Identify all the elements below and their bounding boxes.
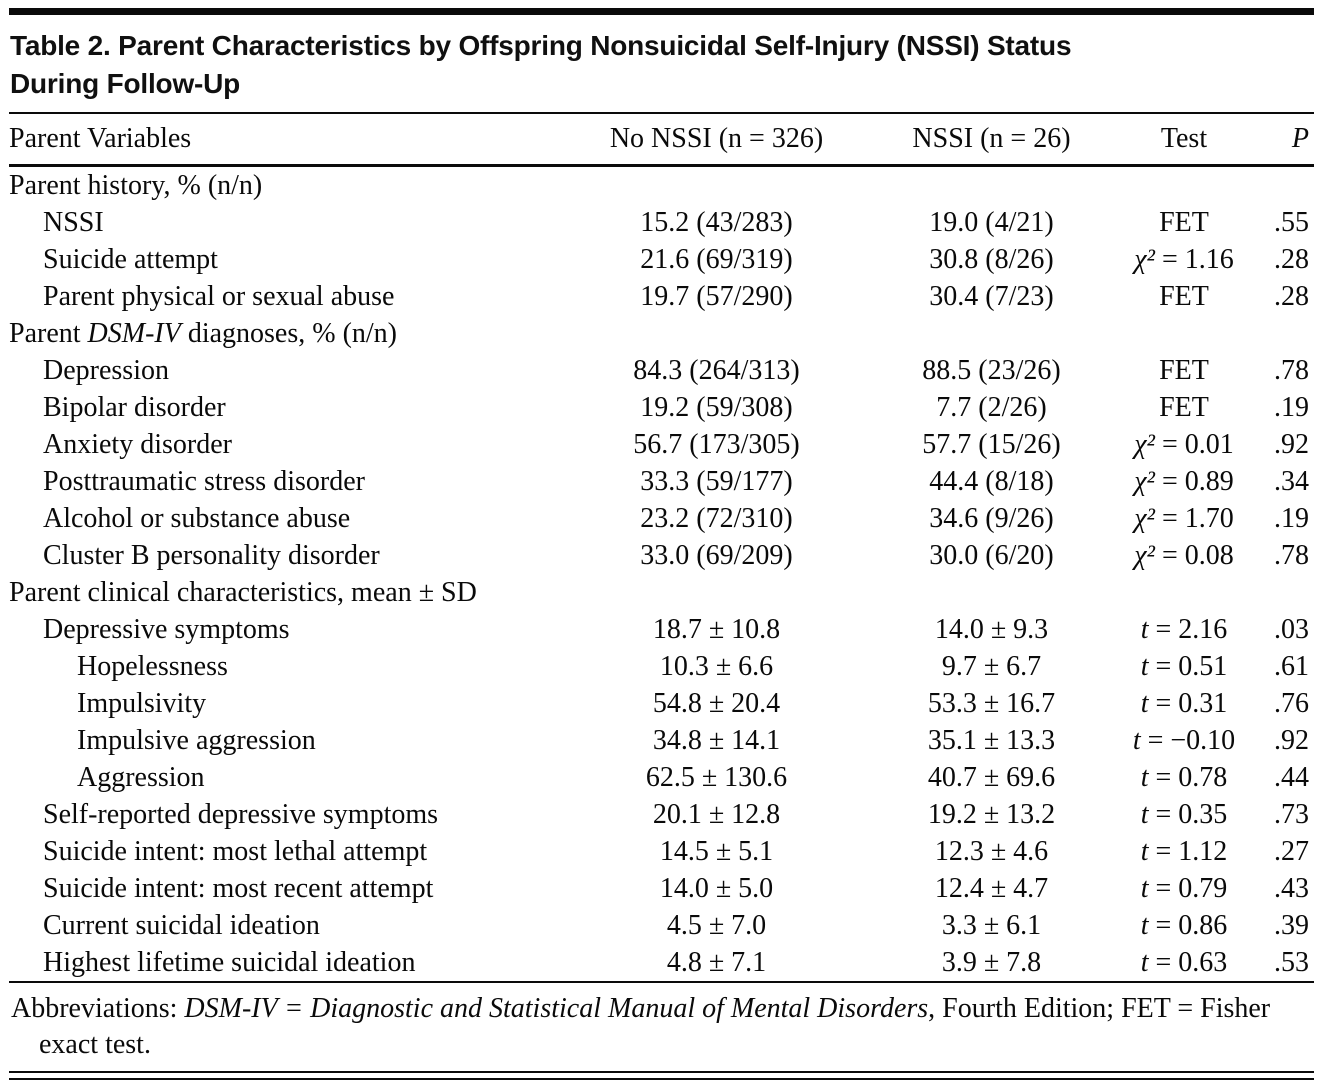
table-row [9, 426, 1314, 463]
test-statistic-symbol: t [1140, 650, 1149, 682]
nssi-value: 14.0 ± 9.3 [934, 613, 1049, 645]
nssi-value: 19.0 (4/21) [929, 206, 1054, 238]
empty-cell [869, 167, 1114, 204]
test-statistic-symbol: t [1140, 835, 1149, 867]
test-statistic-value: FET [1159, 354, 1209, 386]
test-statistic-symbol: t [1140, 798, 1149, 830]
test-statistic-value: FET [1159, 391, 1209, 423]
no-nssi-value: 62.5 ± 130.6 [645, 761, 788, 793]
column-header-nssi: NSSI (n = 26) [912, 123, 1071, 154]
p-value: .78 [1274, 354, 1309, 386]
table-body [9, 167, 1314, 981]
test-cell [1114, 204, 1254, 241]
p-value: .27 [1274, 835, 1309, 867]
table-header [9, 114, 1314, 164]
row-label: Suicide intent: most lethal attempt [43, 835, 428, 867]
p-value: .39 [1274, 909, 1309, 941]
nssi-value: 34.6 (9/26) [929, 502, 1054, 534]
test-cell [1114, 611, 1254, 648]
empty-cell [564, 167, 869, 204]
nssi-value: 30.4 (7/23) [929, 280, 1054, 312]
title-line-1: Table 2. Parent Characteristics by Offspring Nonsuicidal Self-Injury (NSSI) Status [10, 30, 1072, 61]
footnote-italic: DSM-IV = Diagnostic and Statistical Manual of Mental Disorders [184, 993, 929, 1024]
table-row [9, 537, 1314, 574]
test-statistic-symbol: χ² [1134, 502, 1155, 534]
test-statistic-value: = 2.16 [1148, 613, 1228, 645]
nssi-value: 30.8 (8/26) [929, 243, 1054, 275]
test-cell [1114, 537, 1254, 574]
nssi-value: 12.3 ± 4.6 [934, 835, 1049, 867]
row-label: Suicide intent: most recent attempt [43, 872, 434, 904]
nssi-value: 3.9 ± 7.8 [941, 946, 1042, 978]
column-header-test: Test [1160, 123, 1208, 154]
no-nssi-value: 84.3 (264/313) [633, 354, 800, 386]
table-row [9, 611, 1314, 648]
test-statistic-symbol: t [1132, 724, 1141, 756]
no-nssi-value: 14.0 ± 5.0 [659, 872, 774, 904]
table-row [9, 796, 1314, 833]
footnote-text: Abbreviations: [11, 993, 185, 1024]
test-cell [1114, 870, 1254, 907]
empty-cell [869, 315, 1114, 352]
empty-cell [1254, 315, 1314, 352]
table-row [9, 389, 1314, 426]
test-statistic-value: = 0.89 [1154, 465, 1234, 497]
no-nssi-value: 34.8 ± 14.1 [652, 724, 781, 756]
no-nssi-value: 4.8 ± 7.1 [666, 946, 767, 978]
test-statistic-symbol: t [1140, 872, 1149, 904]
test-statistic-value: = 1.16 [1154, 243, 1234, 275]
test-statistic-symbol: t [1140, 761, 1149, 793]
row-label: NSSI [43, 206, 104, 238]
section-row [9, 167, 1314, 204]
nssi-value: 7.7 (2/26) [936, 391, 1047, 423]
table-row [9, 907, 1314, 944]
p-value: .43 [1274, 872, 1309, 904]
empty-cell [564, 315, 869, 352]
no-nssi-value: 20.1 ± 12.8 [652, 798, 781, 830]
section-label: Parent clinical characteristics, mean ± SD [9, 576, 477, 608]
row-label: Anxiety disorder [43, 428, 232, 460]
empty-cell [564, 574, 869, 611]
nssi-value: 53.3 ± 16.7 [927, 687, 1056, 719]
row-label: Impulsivity [77, 687, 207, 719]
column-header-parent-variables: Parent Variables [9, 123, 192, 154]
row-label: Suicide attempt [43, 243, 218, 275]
test-statistic-value: = 0.79 [1148, 872, 1228, 904]
empty-cell [1114, 167, 1254, 204]
p-value: .78 [1274, 539, 1309, 571]
section-label-text: diagnoses, % (n/n) [180, 317, 398, 349]
nssi-value: 40.7 ± 69.6 [927, 761, 1056, 793]
test-statistic-symbol: t [1140, 946, 1149, 978]
row-label: Parent physical or sexual abuse [43, 280, 395, 312]
column-header-p: P [1291, 123, 1309, 154]
p-value: .73 [1274, 798, 1309, 830]
no-nssi-value: 21.6 (69/319) [640, 243, 793, 275]
no-nssi-value: 19.7 (57/290) [640, 280, 793, 312]
test-statistic-symbol: t [1140, 909, 1149, 941]
p-value: .53 [1274, 946, 1309, 978]
test-statistic-symbol: χ² [1134, 428, 1155, 460]
p-value: .03 [1274, 613, 1309, 645]
row-label: Current suicidal ideation [43, 909, 320, 941]
row-label: Impulsive aggression [77, 724, 316, 756]
test-statistic-value: = 0.78 [1148, 761, 1228, 793]
p-value: .92 [1274, 724, 1309, 756]
section-label [9, 315, 564, 352]
test-cell [1114, 352, 1254, 389]
table-row [9, 870, 1314, 907]
test-cell [1114, 278, 1254, 315]
no-nssi-value: 54.8 ± 20.4 [652, 687, 781, 719]
nssi-value: 44.4 (8/18) [929, 465, 1054, 497]
test-cell [1114, 241, 1254, 278]
empty-cell [1114, 315, 1254, 352]
test-statistic-symbol: t [1140, 613, 1149, 645]
section-label: Parent history, % (n/n) [9, 169, 263, 201]
test-cell [1114, 426, 1254, 463]
test-statistic-value: = 0.01 [1154, 428, 1234, 460]
test-cell [1114, 685, 1254, 722]
no-nssi-value: 33.0 (69/209) [640, 539, 793, 571]
nssi-value: 12.4 ± 4.7 [934, 872, 1049, 904]
row-label: Posttraumatic stress disorder [43, 465, 365, 497]
p-value: .28 [1274, 280, 1309, 312]
test-cell [1114, 648, 1254, 685]
test-cell [1114, 389, 1254, 426]
p-value: .19 [1274, 391, 1309, 423]
test-cell [1114, 907, 1254, 944]
row-label: Self-reported depressive symptoms [43, 798, 439, 830]
header-row [9, 114, 1314, 164]
table-row [9, 204, 1314, 241]
nssi-value: 19.2 ± 13.2 [927, 798, 1056, 830]
p-value: .76 [1274, 687, 1309, 719]
row-label: Depressive symptoms [43, 613, 290, 645]
test-statistic-value: = 1.12 [1148, 835, 1228, 867]
no-nssi-value: 10.3 ± 6.6 [659, 650, 774, 682]
test-cell [1114, 500, 1254, 537]
nssi-value: 88.5 (23/26) [922, 354, 1061, 386]
row-label: Alcohol or substance abuse [43, 502, 351, 534]
test-statistic-value: = 0.08 [1154, 539, 1234, 571]
table-row [9, 278, 1314, 315]
column-header-no-nssi: No NSSI (n = 326) [609, 123, 824, 154]
footnote-text: , Fourth Edition; FET = Fisher exact test. [39, 993, 1271, 1060]
p-value: .61 [1274, 650, 1309, 682]
row-label: Highest lifetime suicidal ideation [43, 946, 416, 978]
p-value: .34 [1274, 465, 1309, 497]
empty-cell [1254, 574, 1314, 611]
test-statistic-value: FET [1159, 280, 1209, 312]
test-statistic-value: = 1.70 [1154, 502, 1234, 534]
test-statistic-value: FET [1159, 206, 1209, 238]
parent-characteristics-table [9, 114, 1314, 164]
table-row [9, 648, 1314, 685]
test-statistic-symbol: χ² [1134, 539, 1155, 571]
table-row [9, 241, 1314, 278]
section-label-text: Parent [9, 317, 88, 349]
no-nssi-value: 15.2 (43/283) [640, 206, 793, 238]
table-footnote [9, 983, 1314, 1071]
no-nssi-value: 19.2 (59/308) [640, 391, 793, 423]
test-statistic-symbol: t [1140, 687, 1149, 719]
test-statistic-value: = 0.63 [1148, 946, 1228, 978]
table-row [9, 685, 1314, 722]
section-label-italic: DSM-IV [87, 317, 181, 349]
test-statistic-value: = −0.10 [1140, 724, 1236, 756]
table-row [9, 944, 1314, 981]
no-nssi-value: 33.3 (59/177) [640, 465, 793, 497]
row-label: Depression [43, 354, 169, 386]
test-cell [1114, 463, 1254, 500]
table-row [9, 722, 1314, 759]
test-cell [1114, 944, 1254, 981]
table-row [9, 833, 1314, 870]
test-cell [1114, 759, 1254, 796]
test-cell [1114, 722, 1254, 759]
nssi-value: 9.7 ± 6.7 [941, 650, 1042, 682]
p-value: .55 [1274, 206, 1309, 238]
no-nssi-value: 14.5 ± 5.1 [659, 835, 774, 867]
test-statistic-value: = 0.51 [1148, 650, 1228, 682]
nssi-value: 30.0 (6/20) [929, 539, 1054, 571]
p-value: .44 [1274, 761, 1309, 793]
table-row [9, 500, 1314, 537]
no-nssi-value: 23.2 (72/310) [640, 502, 793, 534]
no-nssi-value: 56.7 (173/305) [633, 428, 800, 460]
nssi-value: 57.7 (15/26) [922, 428, 1061, 460]
title-line-2: During Follow-Up [10, 68, 241, 99]
test-cell [1114, 833, 1254, 870]
row-label: Aggression [77, 761, 205, 793]
top-rule [9, 8, 1314, 15]
bottom-rule [9, 1071, 1314, 1080]
table-row [9, 352, 1314, 389]
section-row [9, 574, 1314, 611]
p-value: .19 [1274, 502, 1309, 534]
nssi-value: 3.3 ± 6.1 [941, 909, 1042, 941]
section-row [9, 315, 1314, 352]
test-statistic-value: = 0.35 [1148, 798, 1228, 830]
table-row [9, 759, 1314, 796]
empty-cell [1114, 574, 1254, 611]
p-value: .92 [1274, 428, 1309, 460]
table-row [9, 463, 1314, 500]
test-cell [1114, 796, 1254, 833]
row-label: Bipolar disorder [43, 391, 226, 423]
test-statistic-symbol: χ² [1134, 243, 1155, 275]
parent-characteristics-table-body [9, 167, 1314, 981]
empty-cell [1254, 167, 1314, 204]
test-statistic-value: = 0.86 [1148, 909, 1228, 941]
row-label: Hopelessness [77, 650, 228, 682]
test-statistic-value: = 0.31 [1148, 687, 1228, 719]
row-label: Cluster B personality disorder [43, 539, 380, 571]
no-nssi-value: 18.7 ± 10.8 [652, 613, 781, 645]
empty-cell [869, 574, 1114, 611]
no-nssi-value: 4.5 ± 7.0 [666, 909, 767, 941]
table-title [10, 27, 1314, 103]
p-value: .28 [1274, 243, 1309, 275]
nssi-value: 35.1 ± 13.3 [927, 724, 1056, 756]
test-statistic-symbol: χ² [1134, 465, 1155, 497]
